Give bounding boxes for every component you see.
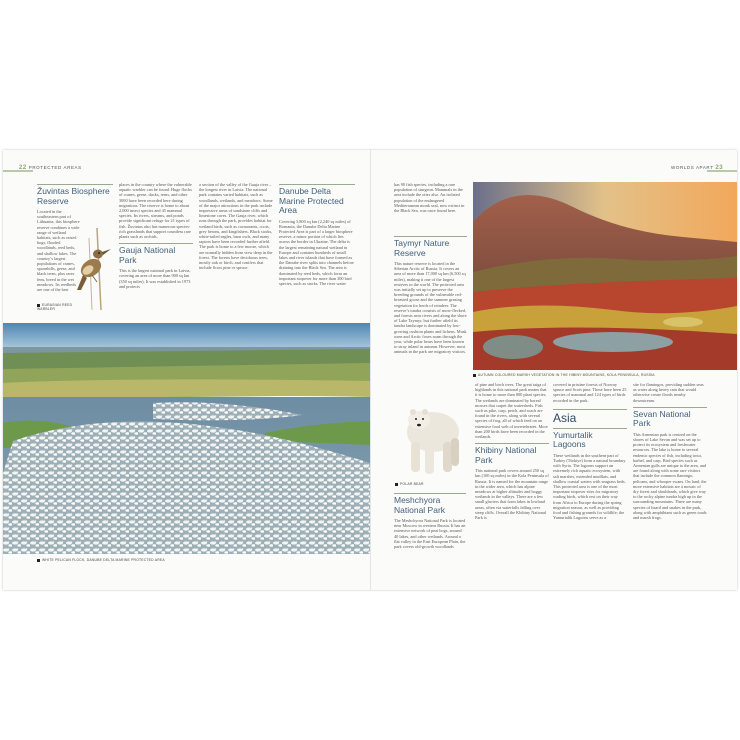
text-yumurtalik-continued: site for flamingos, providing sudden seas as water along heavy rain that would otherwise create floods nearby downstream. — [633, 382, 704, 403]
bear-caption: POLAR BEAR — [395, 482, 424, 486]
text-meshchyora-continued: of pine and birch trees. The great taiga of highlands in this national park means that it is home to more than 800 plant species. The wetlands are dominated by boreal mosses that carpet the watersheds. Fish such as pike, carp, perch, and roach are found in the rivers, along with several species of frog, all of which feed on an extensive food web of invertebrates. More than 200 birds have been recorded in the wetlands. — [475, 382, 548, 440]
heading-taymyr: Taymyr Nature Reserve — [394, 236, 467, 258]
heading-asia: Asia — [553, 409, 627, 425]
polar-bear-image — [395, 398, 467, 484]
heading-danube: Danube Delta Marine Protected Area — [279, 184, 355, 216]
heading-meshchyora: Meshchyora National Park — [394, 493, 466, 515]
caption-marker-icon — [37, 559, 40, 562]
heading-gauja: Gauja National Park — [119, 243, 193, 265]
text-yumurtalik: These wetlands in the southern part of Turkey (Türkiye) form a natural boundary with Syria. The lagoons support an extremely rich aquatic ecosystem, with salt marshes, extended mudflats, and shallow coastal waters with seagrass beds. This protected area is one of the most important stopover sites for migratory wading birds, which rest on their way from Africa to Europe during the spring migration season, as well as providing food and fishing grounds for wildlife; the Yumurtalik Lagoons serve as a — [553, 452, 626, 521]
heading-yumurtalik: Yumurtalik Lagoons — [553, 428, 627, 450]
column-b-right — [475, 382, 549, 582]
autumn-caption: AUTUMN COLOURED MARSH VEGETATION IN THE HIBINY MOUNTAINS, KOLA PENINSULA, RUSSIA — [473, 373, 655, 377]
autumn-landscape-photo — [473, 182, 737, 370]
warbler-caption: EURASIAN REED WARBLER — [37, 303, 73, 311]
text-gauja: This is the largest national park in Latvia, covering an area of more than 900 sq km (350 sq miles). It was established in 1973 and protects — [119, 268, 191, 289]
caption-marker-icon — [395, 483, 398, 486]
pelican-caption: WHITE PELICAN FLOCK, DANUBE DELTA MARINE PROTECTED AREA — [37, 558, 165, 562]
reed-warbler-image — [75, 228, 115, 310]
column-a-top-right — [394, 182, 466, 240]
page-number-left: 22 — [19, 165, 27, 171]
column-c-right — [553, 382, 627, 582]
text-meshchyora: The Meshchyora National Park is located near Moscow in western Russia. It has an extensive network of peat bogs, around 40 lakes, and other wetlands. Around a flat valley in the East European Plain, the park covers old-growth woodlands — [394, 518, 466, 550]
page-gutter — [370, 150, 371, 590]
column-taymyr — [394, 236, 467, 396]
column-danube — [279, 184, 355, 318]
text-gauja-continued: a section of the valley of the Gauja river – the longest river in Latvia. The national park contains varied habitats, such as woodlands, wetlands, and meadows. Some of the major attractions in the park include impressive areas of sandstone cliffs and limestone caves. The Gauja river, which runs through the park, provides habitat for wetland birds, such as cormorants, coots, grey herons, and kingfishers. Black storks, white-tailed eagles, barn owls, and many raptors have been recorded further afield. The park is home to a few moose, which are normally hidden from view deep in the forest. The forests have deciduous trees, mostly oak or birch, and conifers that include Scots pine or spruce. — [199, 182, 273, 271]
heading-khibiny: Khibiny National Park — [475, 443, 549, 465]
section-label-right: WORLDS APART — [671, 165, 714, 170]
column-d-right — [633, 382, 707, 582]
caption-marker-icon — [473, 374, 476, 377]
running-header-right — [671, 165, 723, 171]
column-meshchyora — [394, 493, 466, 583]
column-2-left — [119, 182, 193, 317]
text-danube-continued: has 90 fish species, including a rare population of sturgeon. Mammals in the area include the otter also. An isolated population of the endangered Mediterranean monk seal, now extinct in the Black Sea, was once found here. — [394, 182, 465, 214]
heading-sevan: Sevan National Park — [633, 407, 707, 429]
section-label-left: PROTECTED AREAS — [28, 165, 82, 170]
text-danube: Covering 5,800 sq km (2,240 sq miles) of Romania, the Danube Delta Marine Protected Area is part of a larger biosphere reserve, a minor portion of which lies across the border in Ukraine. The delta is the largest remaining natural wetland in Europe and contains hundreds of small lakes and river islands that have formed as the Danube river splits into channels before draining into the Black Sea. The area is dominated by reed beds, which form an important stopover for more than 300 bird species, such as storks. The river water — [279, 218, 354, 286]
page-number-right: 23 — [715, 165, 724, 171]
text-zuvintas: Located in the southeastern part of Lithuania, this biosphere reserve combines a wide range of wetland habitats, such as raised bogs, flooded woodlands, reed beds, and shallow lakes. The country’s largest populations of cranes, spoonbills, geese, and black terns, plus rarer fens, breed in the wet meadows. Its reedbeds are one of the best — [37, 209, 80, 293]
heading-zuvintas: Žuvintas Biosphere Reserve — [37, 184, 113, 206]
text-khibiny: This national park covers around 250 sq km (100 sq miles) in the Kola Peninsula of Russia. It is named for the mountain range in the wider area, which has alpine meadows at higher altitudes and boggy wetlands in the valleys. There are a few small glaciers that form lakes in lowland areas, often via waterfalls falling over steep cliffs. Overall the Khibiny National Park is — [475, 468, 549, 521]
pelican-flock-photo — [3, 323, 370, 554]
column-3-left — [199, 182, 273, 317]
book-spread — [3, 150, 737, 590]
text-zuvintas-continued: places in the country where the vulnerable aquatic warbler can be found. Huge flocks of cranes, geese, ducks, terns, and other 3000 have been recorded here during migrations. The reserve is home to about 2,000 insect species and 45 mammal species. Its rivers, streams, and ponds provide significant refuge for 21 types of fish. Žuvintas also has numerous species-rich grasslands that support countless rare plants such as orchids. — [119, 182, 192, 240]
text-sevan: This Armenian park is centred on the shores of Lake Sevan and was set up to protect its ecosystem and freshwater resources. The lake is home to several endemic species of fish, including trout, barbel, and carp. Bird species such as Armenian gulls are unique to the area, and are found along with some rare visitors that include the common flamingo, pelicans, and whooper swans. On land, the more extensive habitats are a mosaic of dry forest and shrublands, which give way to the rocky alpine tundra high up in the surrounding mountains. There are many species of lizard and snakes in the park, along with amphibians such as green toads and marsh frogs. — [633, 431, 707, 521]
text-khibiny-continued: covered in pristine forests of Norway spruce and Scots pine. These have been 25 species of mammal and 124 types of birds recorded in the park. — [553, 382, 627, 403]
text-taymyr: This nature reserve is located in the Siberian Arctic of Russia. It covers an area of more than 17,000 sq km (6,500 sq miles), making it one of the largest reserves in the world. The protected area was initially set up to preserve the breeding grounds of the vulnerable red-breasted goose and the summer grazing vegetation for herds of reindeer. The reserve’s tundra consists of snow-flecked, and forests near rivers and along the shore of Lake Taymyr, but further afield its tundra landscape is dominated by low-growing cushion plants and lichens. Musk oxen and Arctic foxes roam through the year, while polar bears have been known to stray inland in autumn. However, most animals in the park are migratory visitors. — [394, 261, 467, 355]
running-header-left — [19, 165, 82, 171]
